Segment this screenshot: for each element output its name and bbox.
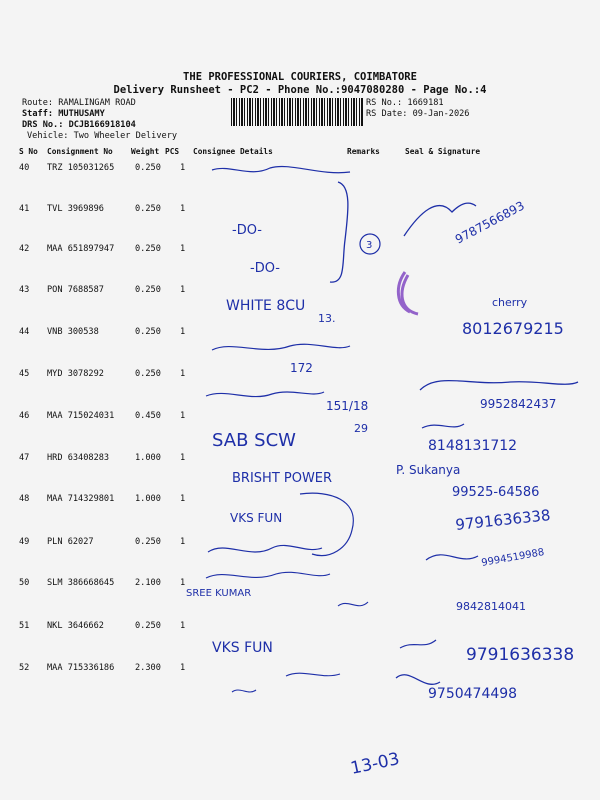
scribble-44 [212,344,350,350]
hw-sree: SREE KUMAR [186,588,252,599]
row-consignment-no: TVL 3969896 [47,204,104,214]
hw-phone-45: 9952842437 [480,397,557,411]
row-sno: 50 [19,578,30,588]
row-pcs: 1 [180,204,186,214]
staff-label: Staff: MUTHUSAMY [22,109,105,119]
row-pcs: 1 [180,578,186,588]
row-weight: 0.250 [135,537,161,547]
hw-sukanya: P. Sukanya [396,463,461,477]
hw-vks-48: VKS FUN [230,511,283,525]
row-sno: 45 [19,369,30,379]
hw-sab: SAB SCW [212,430,296,451]
row-consignment-no: MAA 715024031 [47,411,115,421]
row-consignment-no: MAA 715336186 [47,663,115,673]
scribble-48 [300,493,353,555]
scribble-52 [232,673,340,692]
hw-phone-52: 9750474498 [428,686,518,702]
row-consignment-no: MYD 3078292 [47,369,104,379]
row-sno: 43 [19,285,30,295]
row-consignment-no: MAA 651897947 [47,244,115,254]
row-consignment-no: VNB 300538 [47,327,99,337]
row-weight: 0.450 [135,411,161,421]
hw-phone-51: 9791636338 [466,645,575,665]
row-weight: 0.250 [135,327,161,337]
scribble-49 [208,545,322,552]
hw-do-1: -DO- [232,223,262,238]
hw-phone-44: 8012679215 [462,319,564,338]
row-sno: 47 [19,453,30,463]
row-pcs: 1 [180,411,186,421]
row-weight: 0.250 [135,621,161,631]
signature-49 [426,555,478,560]
signature-46 [422,424,464,428]
col-header-sno: S No [19,147,38,156]
vehicle-label: Vehicle: Two Wheeler Delivery [27,131,178,141]
hw-phone-47: 99525-64586 [452,485,540,500]
hw-phone-46: 8148131712 [428,438,518,454]
row-sno: 48 [19,494,30,504]
drs-label: DRS No.: DCJB166918104 [22,120,136,130]
hw-num-46: 29 [354,422,368,435]
row-pcs: 1 [180,663,186,673]
row-weight: 1.000 [135,453,161,463]
row-weight: 0.250 [135,369,161,379]
row-pcs: 1 [180,369,186,379]
row-sno: 51 [19,621,30,631]
row-consignment-no: MAA 714329801 [47,494,115,504]
rs-no: RS No.: 1669181 [366,98,444,108]
hw-footer: 13-03 [348,749,402,779]
col-header-seal: Seal & Signature [405,147,481,156]
row-sno: 44 [19,327,30,337]
hw-phone-50: 9842814041 [456,600,526,613]
row-sno: 46 [19,411,30,421]
col-header-pcs: PCS [165,147,180,156]
scribble-50 [206,572,330,578]
scribble-50b [338,602,368,606]
scribble-45 [206,392,324,397]
row-pcs: 1 [180,621,186,631]
signature-51 [400,640,436,648]
rs-date: RS Date: 09-Jan-2026 [366,109,470,119]
row-consignment-no: PLN 62027 [47,537,94,547]
row-consignment-no: HRD 63408283 [47,453,110,463]
hw-white: WHITE 8CU [226,298,306,314]
page-subtitle: Delivery Runsheet - PC2 - Phone No.:9047080280 - Page No.:4 [113,84,487,96]
hw-name-44: cherry [492,296,528,309]
row-consignment-no: PON 7688587 [47,285,104,295]
signature-45 [420,381,578,390]
hw-num-45b: 151/18 [326,399,369,413]
route-label: Route: RAMALINGAM ROAD [22,98,136,108]
row-consignment-no: NKL 3646662 [47,621,104,631]
row-weight: 1.000 [135,494,161,504]
hw-bracket-num: 3 [366,240,373,251]
stamp-mark [398,272,418,314]
row-consignment-no: TRZ 105031265 [47,163,115,173]
row-pcs: 1 [180,244,186,254]
row-weight: 0.250 [135,285,161,295]
hw-phone-41: 9787566893 [452,198,527,247]
page-title: THE PROFESSIONAL COURIERS, COIMBATORE [183,71,417,83]
hw-brisk: BRISHT POWER [232,471,333,486]
col-header-consignment: Consignment No [47,147,113,156]
row-pcs: 1 [180,163,186,173]
hw-num-45: 172 [290,361,313,375]
row-pcs: 1 [180,537,186,547]
hw-vks-51: VKS FUN [212,640,273,656]
row-sno: 52 [19,663,30,673]
hw-do-2: -DO- [250,261,280,276]
row-weight: 0.250 [135,244,161,254]
row-sno: 41 [19,204,30,214]
col-header-consignee: Consignee Details [193,147,273,156]
row-sno: 49 [19,537,30,547]
row-pcs: 1 [180,327,186,337]
signature-52 [396,675,440,685]
row-pcs: 1 [180,285,186,295]
row-weight: 2.300 [135,663,161,673]
col-header-weight: Weight [131,147,160,156]
row-weight: 0.250 [135,204,161,214]
row-sno: 42 [19,244,30,254]
row-weight: 0.250 [135,163,161,173]
scribble-40 [212,166,350,172]
row-sno: 40 [19,163,30,173]
row-consignment-no: SLM 386668645 [47,578,115,588]
hw-phone-49: 9994519988 [480,547,546,569]
row-pcs: 1 [180,453,186,463]
bracket-stroke [330,182,348,282]
hw-thirteen: 13. [318,312,336,325]
row-weight: 2.100 [135,578,161,588]
row-pcs: 1 [180,494,186,504]
col-header-remarks: Remarks [347,147,380,156]
hw-phone-48: 9791636338 [454,506,552,534]
